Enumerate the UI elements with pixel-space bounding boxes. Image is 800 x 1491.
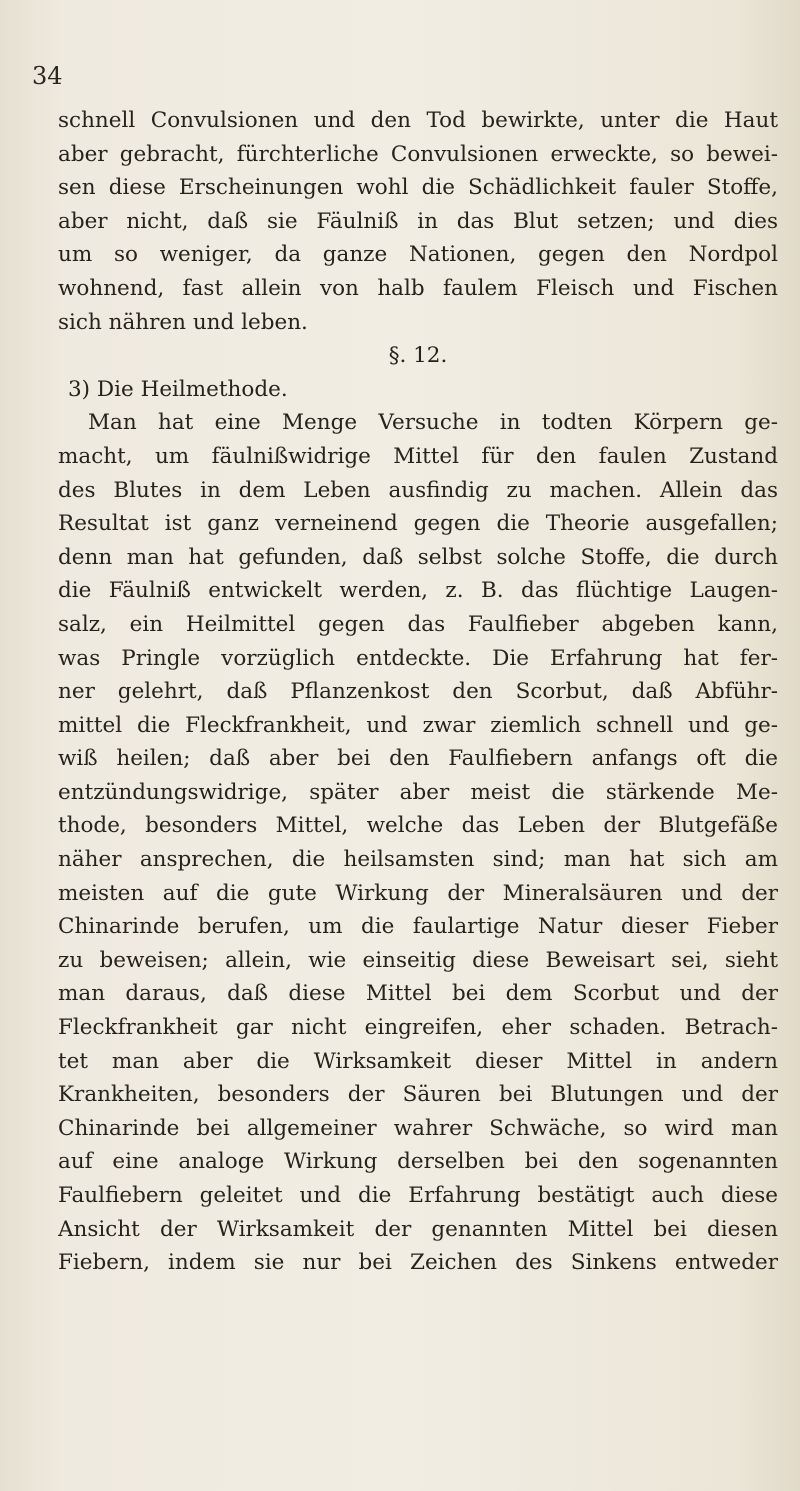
- text-line: Chinarinde bei allgemeiner wahrer Schwäche, so wird man: [58, 1115, 778, 1141]
- text-line: Krankheiten, besonders der Säuren bei Blutungen und der: [58, 1082, 778, 1108]
- section-number: §. 12.: [388, 343, 448, 369]
- text-line: wohnend, fast allein von halb faulem Fleisch und Fischen: [58, 275, 778, 301]
- text-line: die Fäulniß entwickelt werden, z. B. das flüchtige Laugen-: [58, 578, 778, 604]
- body-text: [58, 104, 778, 1280]
- text-line: aber nicht, daß sie Fäulniß in das Blut setzen; und dies: [58, 208, 778, 234]
- text-line: Ansicht der Wirksamkeit der genannten Mittel bei diesen: [58, 1216, 778, 1242]
- text-line: macht, um fäulnißwidrige Mittel für den faulen Zustand: [58, 443, 778, 469]
- text-line: sich nähren und leben.: [58, 309, 308, 335]
- text-line: tet man aber die Wirksamkeit dieser Mittel in andern: [58, 1048, 778, 1074]
- text-line: um so weniger, da ganze Nationen, gegen den Nordpol: [58, 242, 778, 268]
- text-line: zu beweisen; allein, wie einseitig diese Beweisart sei, sieht: [58, 947, 778, 973]
- text-line: Resultat ist ganz verneinend gegen die Theorie ausgefallen;: [58, 511, 778, 537]
- text-line: thode, besonders Mittel, welche das Leben der Blutgefäße: [58, 813, 778, 839]
- text-line: auf eine analoge Wirkung derselben bei den sogenannten: [58, 1149, 778, 1175]
- text-line: Man hat eine Menge Versuche in todten Körpern ge-: [88, 410, 778, 436]
- text-line: man daraus, daß diese Mittel bei dem Scorbut und der: [58, 981, 778, 1007]
- text-line: wiß heilen; daß aber bei den Faulfiebern anfangs oft die: [58, 746, 778, 772]
- page-number: 34: [32, 62, 63, 90]
- text-line: des Blutes in dem Leben ausfindig zu machen. Allein das: [58, 477, 778, 503]
- text-line: ner gelehrt, daß Pflanzenkost den Scorbut, daß Abführ-: [58, 679, 778, 705]
- section-heading: 3) Die Heilmethode.: [68, 376, 288, 402]
- text-line: salz, ein Heilmittel gegen das Faulfieber abgeben kann,: [58, 611, 778, 637]
- text-line: sen diese Erscheinungen wohl die Schädlichkeit fauler Stoffe,: [58, 175, 778, 201]
- text-line: denn man hat gefunden, daß selbst solche Stoffe, die durch: [58, 544, 778, 570]
- text-line: Fiebern, indem sie nur bei Zeichen des Sinkens entweder: [58, 1250, 778, 1276]
- text-line: was Pringle vorzüglich entdeckte. Die Erfahrung hat fer-: [58, 645, 778, 671]
- text-line: meisten auf die gute Wirkung der Mineralsäuren und der: [58, 880, 778, 906]
- text-line: entzündungswidrige, später aber meist die stärkende Me-: [58, 779, 778, 805]
- text-line: Chinarinde berufen, um die faulartige Natur dieser Fieber: [58, 914, 778, 940]
- text-line: Fleckfrankheit gar nicht eingreifen, eher schaden. Betrach-: [58, 1015, 778, 1041]
- text-line: näher ansprechen, die heilsamsten sind; man hat sich am: [58, 847, 778, 873]
- text-line: mittel die Fleckfrankheit, und zwar ziemlich schnell und ge-: [58, 712, 778, 738]
- text-line: aber gebracht, fürchterliche Convulsionen erweckte, so bewei-: [58, 141, 778, 167]
- text-line: Faulfiebern geleitet und die Erfahrung bestätigt auch diese: [58, 1183, 778, 1208]
- text-line: schnell Convulsionen und den Tod bewirkte, unter die Haut: [58, 108, 778, 133]
